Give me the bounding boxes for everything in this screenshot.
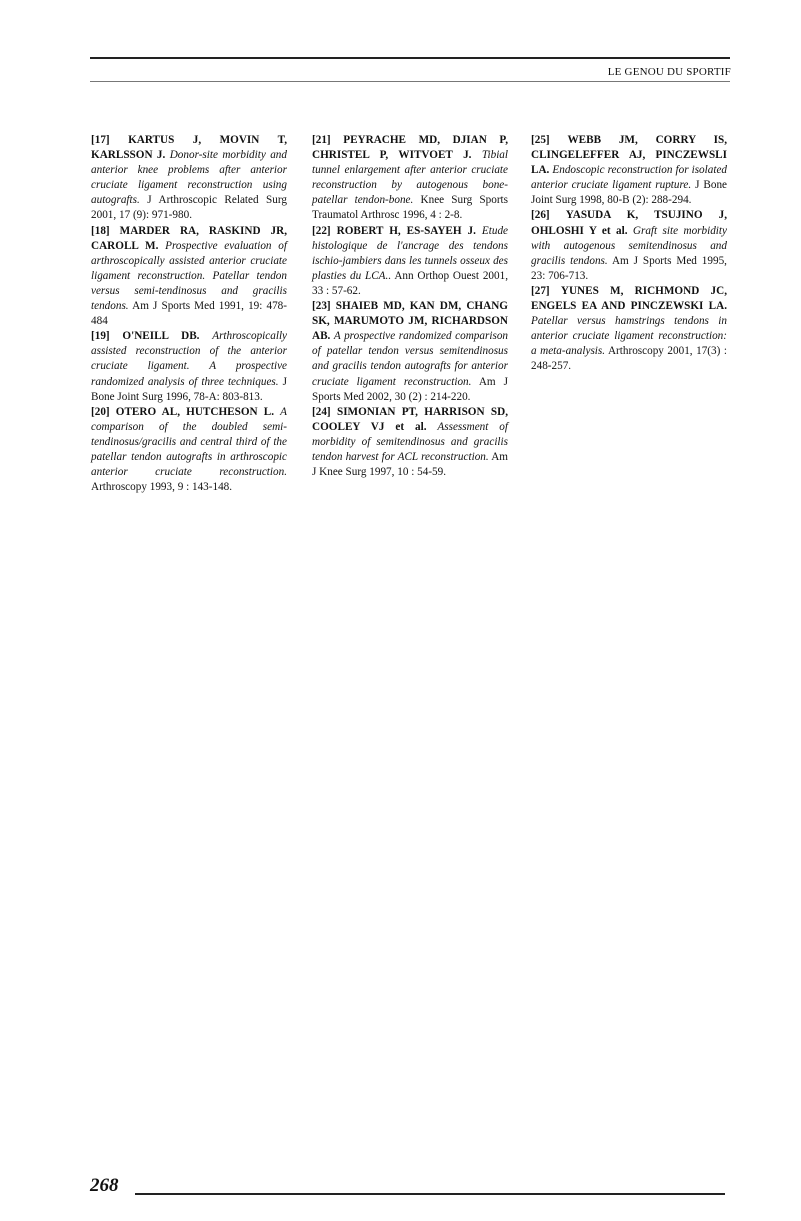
reference-title: A prospective randomized comparison of patellar tendon versus semitendinosus and gracilis tendon autografts for anterior cruciate ligament reconstruction. [312,330,509,388]
reference-source: Am J Sports Med 1995, 23: 706-713. [531,254,727,282]
references-column-2 [312,133,508,480]
header-rule [90,81,730,82]
reference-number: [27] [531,284,550,297]
reference-number: [26] [531,209,550,222]
reference-title: Prospective evaluation of arthroscopically assisted anterior cruciate ligament reconstruction. Patellar tendon versus semi-tendinosus and gracilis tendons. [91,239,287,313]
reference-27 [531,284,727,375]
page-number: 268 [90,1175,119,1196]
reference-authors: YASUDA K, TSUJINO J, OHLOSHI Y et al. [531,209,728,237]
reference-21 [312,133,508,224]
footer-rule [135,1193,725,1195]
reference-source: Am J Knee Surg 1997, 10 : 54-59. [312,450,508,479]
reference-title: Graft site morbidity with autogenous semitendinosus and gracilis tendons. [531,224,727,267]
reference-authors: O'NEILL DB. [122,330,200,343]
reference-number: [17] [91,134,110,146]
reference-authors: SHAIEB MD, KAN DM, CHANG SK, MARUMOTO JM, RICHARDSON AB. [312,300,508,343]
reference-22 [312,224,508,299]
reference-23 [312,299,508,405]
reference-source: J Arthroscopic Related Surg 2001, 17 (9): 971-980. [91,194,287,222]
reference-authors: KARTUS J, MOVIN T, KARLSSON J. [91,134,287,162]
reference-title: Endoscopic reconstruction for isolated anterior cruciate ligament rupture. [531,164,728,192]
reference-number: [18] [91,224,110,237]
reference-source: J Bone Joint Surg 1996, 78-A: 803-813. [91,375,287,403]
reference-17 [91,133,287,224]
reference-title: Arthroscopically assisted reconstruction of the anterior cruciate ligament. A prospective randomized analysis of three techniques. [91,330,288,388]
reference-title: Donor-site morbidity and anterior knee problems after anterior cruciate ligament reconstruction using autografts. [91,149,287,207]
reference-source: Am J Sports Med 2002, 30 (2) : 214-220. [312,375,508,403]
reference-source: Ann Orthop Ouest 2001, 33 : 57-62. [312,269,509,297]
reference-number: [22] [312,224,331,237]
reference-title: Tibial tunnel enlargement after anterior cruciate reconstruction by autogenous bone-patellar tendon-bone. [312,149,509,207]
reference-authors: ROBERT H, ES-SAYEH J. [336,224,476,237]
running-head: LE GENOU DU SPORTIF [607,66,731,78]
top-rule [90,57,730,59]
reference-authors: SIMONIAN PT, HARRISON SD, COOLEY VJ et al. [312,405,509,433]
reference-title: Etude histologique de l'ancrage des tendons ischio-jambiers dans les tunnels osseux des plasties du LCA.. [312,224,509,282]
reference-title: Assessment of morbidity of semitendinosus and gracilis tendon harvest for ACL reconstruction. [312,420,509,463]
reference-authors: YUNES M, RICHMOND JC, ENGELS EA AND PINCZEWSKI LA. [531,284,727,313]
reference-source: Arthroscopy 1993, 9 : 143-148. [91,481,233,494]
reference-18 [91,224,287,330]
reference-source: Am J Sports Med 1991, 19: 478-484 [91,300,287,328]
reference-20 [91,405,287,496]
reference-title: Patellar versus hamstrings tendons in anterior cruciate ligament reconstruction: a meta-analysis. [531,315,727,358]
reference-authors: PEYRACHE MD, DJIAN P, CHRISTEL P, WITVOET J. [312,134,509,162]
reference-number: [19] [91,330,110,343]
reference-source: J Bone Joint Surg 1998, 80-B (2): 288-294. [531,179,727,207]
references-column-3 [531,133,727,375]
reference-number: [21] [312,134,331,146]
reference-authors: MARDER RA, RASKIND JR, CAROLL M. [91,224,287,252]
reference-24 [312,405,508,480]
references-column-1 [91,133,287,495]
reference-number: [23] [312,300,331,313]
reference-number: [25] [531,134,550,146]
reference-title: A comparison of the doubled semi-tendinosus/gracilis and central third of the patellar tendon autografts in arthroscopic anterior cruciate reconstruction. [91,405,287,479]
reference-number: [24] [312,405,331,418]
reference-26 [531,208,727,283]
reference-25 [531,133,727,208]
reference-source: Knee Surg Sports Traumatol Arthrosc 1996, 4 : 2-8. [312,194,509,222]
reference-source: Arthroscopy 2001, 17(3) : 248-257. [531,345,727,373]
reference-number: [20] [91,405,110,418]
reference-19 [91,329,287,404]
reference-authors: OTERO AL, HUTCHESON L. [115,405,275,418]
reference-authors: WEBB JM, CORRY IS, CLINGELEFFER AJ, PINCZEWSLI LA. [531,134,727,177]
